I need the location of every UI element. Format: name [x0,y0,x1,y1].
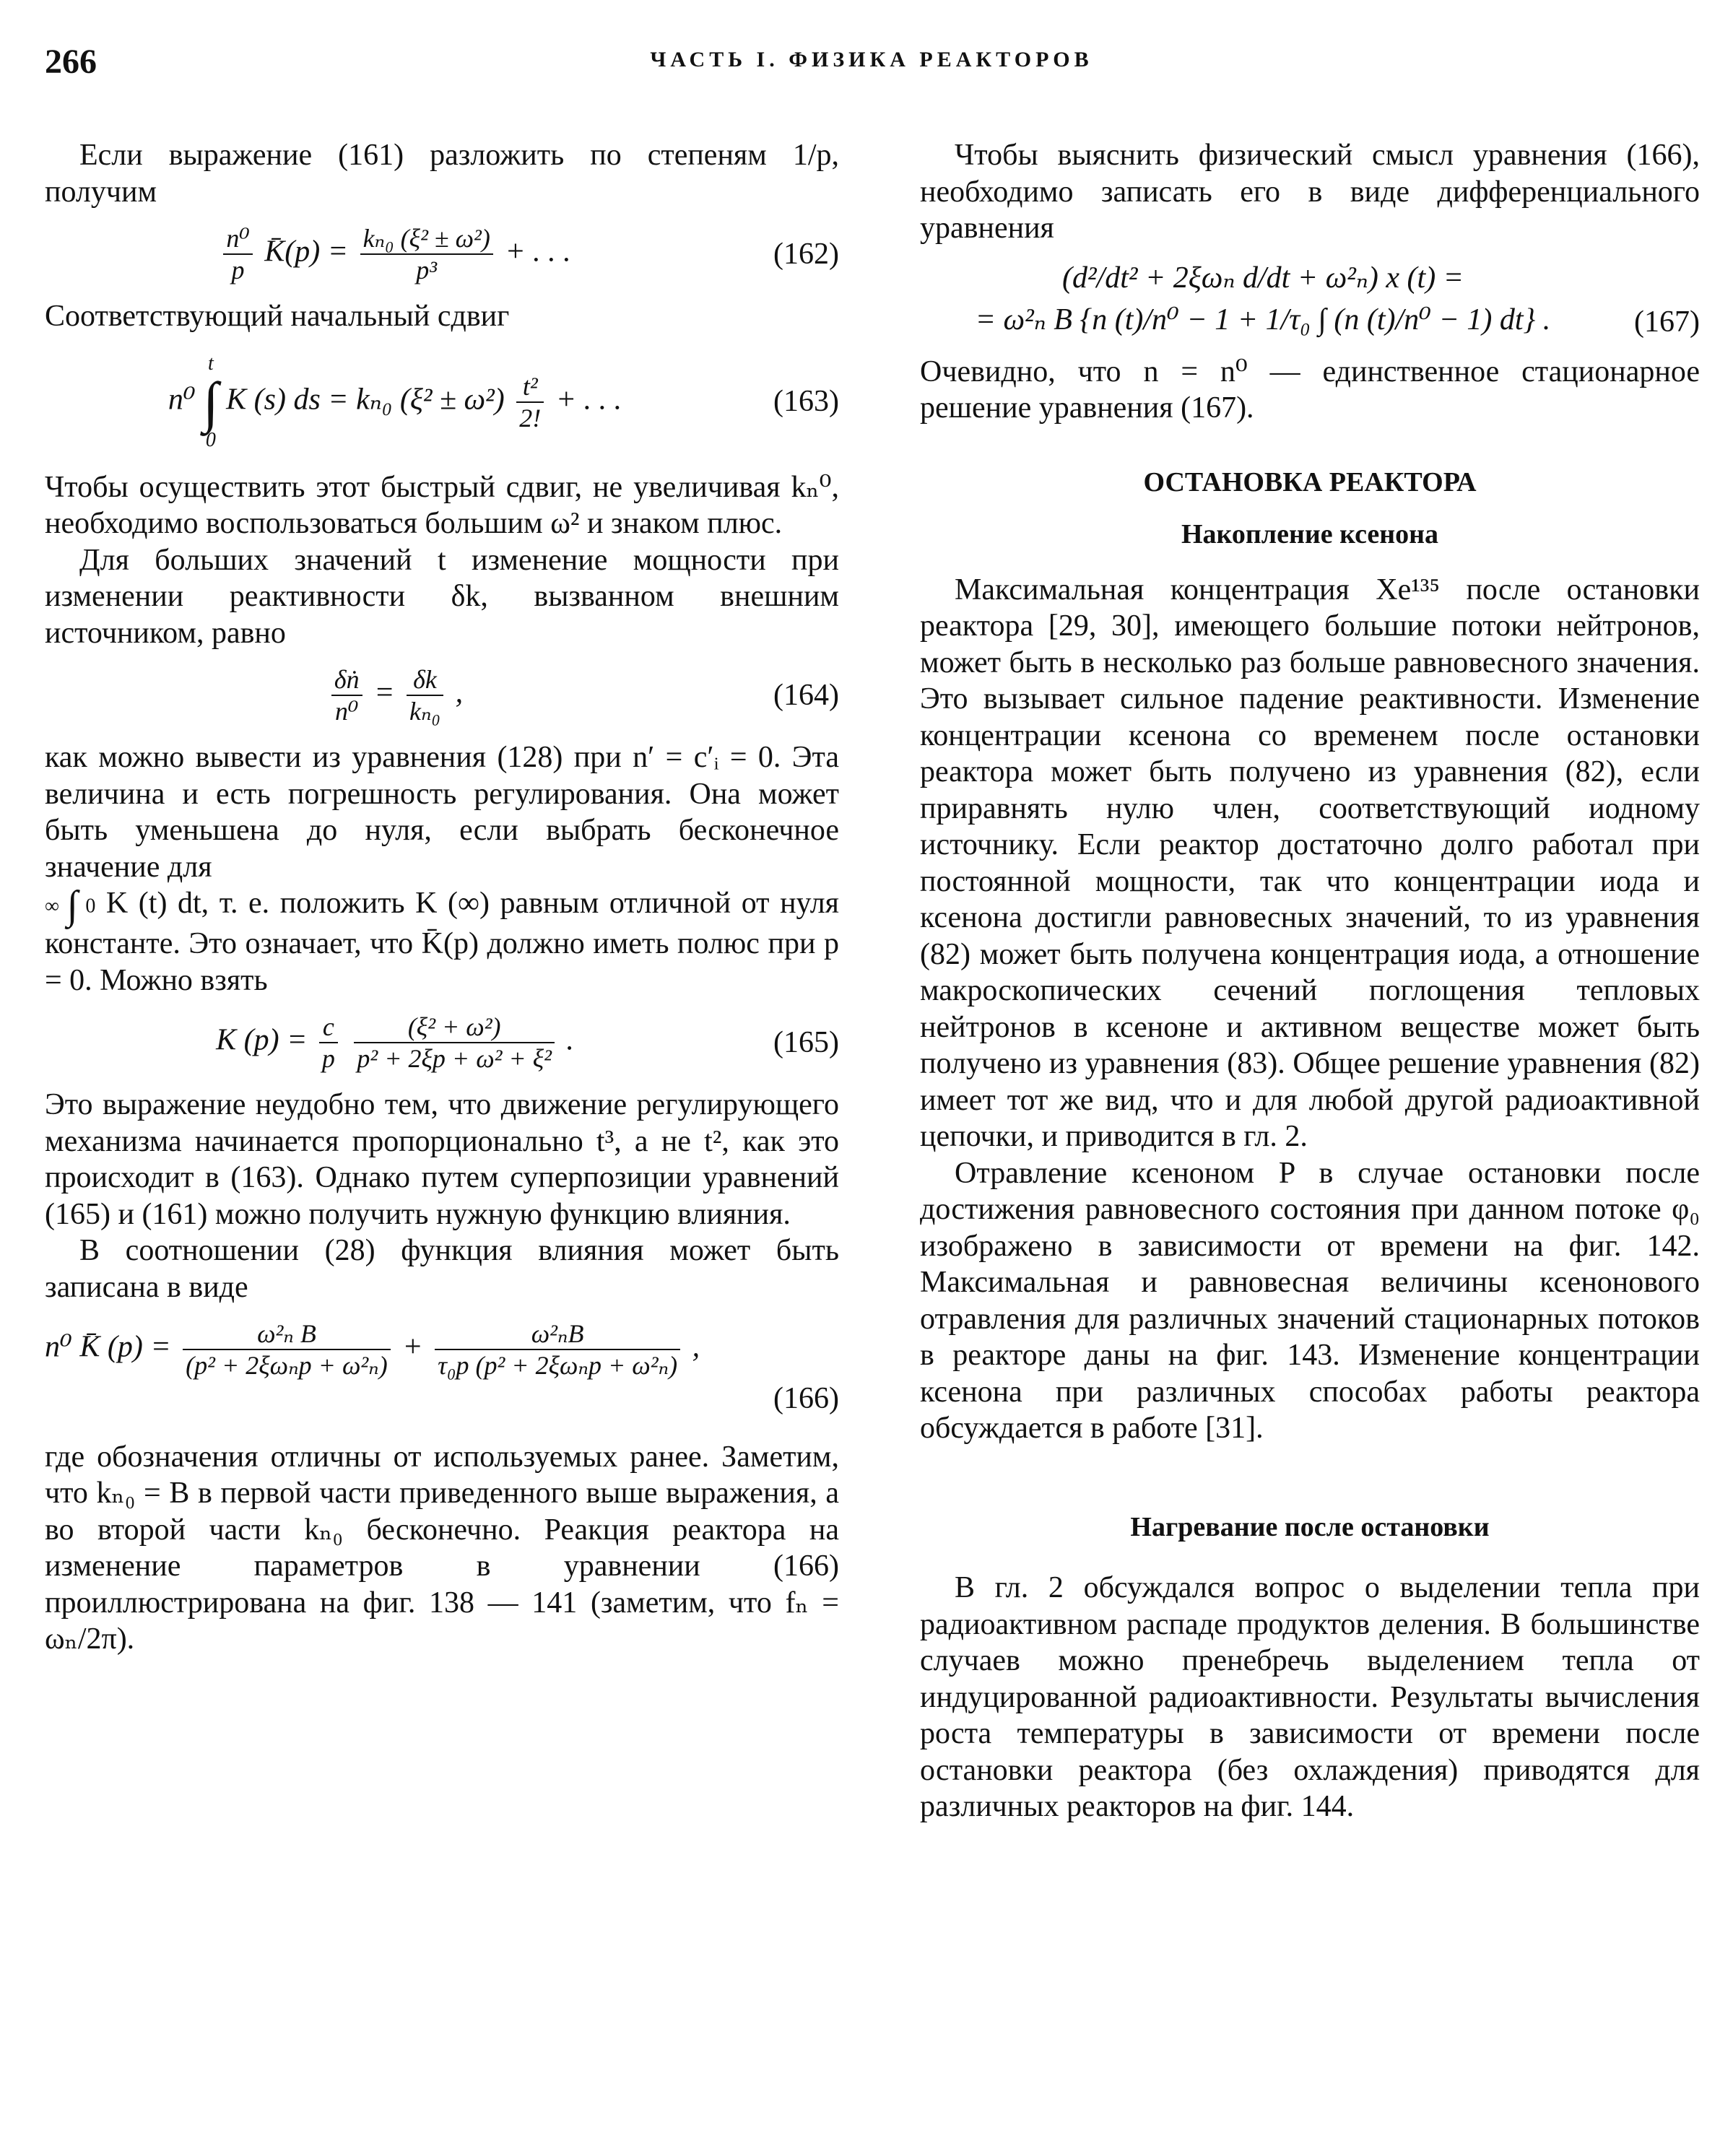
subsection-heading: Нагревание после остановки [1130,1511,1490,1542]
section-heading: ОСТАНОВКА РЕАКТОРА [1143,466,1477,497]
paragraph: Для больших значений t изменение мощности при изменении реактивности δk, вызванном внешним источником, равно [45,543,839,650]
equation-163 [45,354,839,451]
integral-lower-limit: 0 [85,895,96,918]
eq163-tail: + . . . [555,383,622,417]
equation-number: (164) [773,678,839,712]
paragraph: Чтобы выяснить физический смысл уравнения (166), необходимо записать его в виде дифференциального уравнения [920,139,1700,245]
eq162-lhs-num: n⁰ [223,223,252,255]
equation-166 [45,1318,839,1381]
paragraph: где обозначения отличны от используемых ранее. Заметим, что kₙ₀ = B в первой части приведенного выше выражения, а во второй части kₙ₀ бесконечно. Реакция реактора на изменение параметров в уравнении (166) проиллюстрирована на фиг. 138 — 141 (заметим, что fₙ = ωₙ/2π). [45,1440,839,1656]
eq164-n1: δṅ [331,664,362,696]
paragraph: Если выражение (161) разложить по степеням 1/p, получим [45,139,839,209]
page-number: 266 [45,43,97,81]
integral-sign: t ∫ 0 [203,352,219,451]
paragraph: Это выражение неудобно тем, что движение регулирующего механизма начинается пропорционально t³, а не t², как это происходит в (163). Однако путем суперпозиции уравнений (165) и (161) можно получить нужную функцию влияния. [45,1088,839,1231]
integral-lower-limit: 0 [205,428,216,451]
integral-sign: ∞ ∫ 0 [45,883,96,929]
eq167-line2: = ω²ₙ B {n (t)/n⁰ − 1 + 1/τ₀ ∫ (n (t)/n⁰ − 1) dt} . [975,303,1551,336]
eq162-tail: + . . . [505,235,571,269]
equation-164: $\frac{\text{δṅ}}{\text{n⁰}}$ = $\frac{\delta k}{\text{kₙ₀}}$ , (164) [45,664,839,726]
paragraph: Соответствующий начальный сдвиг [45,300,510,333]
integral-upper-limit: ∞ [45,895,59,918]
paragraph: Отравление ксеноном P в случае остановки после достижения равновесного состояния при данном потоке φ₀ изображено в зависимости от времени на фиг. 142. Максимальная и равновесная величины ксенонового отравления для различных значений стационарных потоков в реакторе даны на фиг. 143. Изменение концентрации ксенона при различных способах работы реактора обсуждается в работе [31]. [920,1156,1700,1445]
equation-number: (162) [773,237,839,271]
equation-number: (165) [773,1026,839,1060]
eq164-tail: , [455,676,464,710]
eq165-c-num: c [319,1012,338,1043]
eq166-d1: (p² + 2ξωₙp + ω²ₙ) [186,1351,388,1381]
left-column [45,137,839,1658]
equation-167 [920,257,1700,341]
eq165-den: p² + 2ξp + ω² + ξ² [357,1044,552,1074]
eq163-frac-num: t² [516,371,544,403]
eq164-n2: δk [407,664,443,696]
eq162-rhs-den: p³ [416,256,438,284]
eq166-n1: ω²ₙ B [183,1318,391,1350]
eq167-line1: (d²/dt² + 2ξωₙ d/dt + ω²ₙ) x (t) = [1061,261,1464,295]
equation-165 [45,1012,839,1074]
equation-166-number-row [45,1381,839,1417]
eq166-d2: τ₀p (p² + 2ξωₙp + ω²ₙ) [438,1351,678,1381]
paragraph: Чтобы осуществить этот быстрый сдвиг, не увеличивая kₙ⁰, необходимо воспользоваться большим ω² и знаком плюс. [45,470,839,540]
eq162-lhs-den: p [231,256,245,284]
equation-number: (166) [773,1382,839,1416]
paragraph-text: K (t) dt, т. е. положить K (∞) равным отличной от нуля константе. Это означает, что K̄(p) должно иметь полюс при p = 0. Можно взять [45,887,839,997]
eq165-tail: . [566,1024,574,1057]
eq164-d2: kₙ₀ [409,697,441,726]
running-title: ЧАСТЬ I. ФИЗИКА РЕАКТОРОВ [650,48,1093,71]
eq162-rhs-num: kₙ₀ (ξ² ± ω²) [360,223,493,255]
paragraph-continued [45,885,839,999]
eq166-n2: ω²ₙB [435,1318,680,1350]
paragraph: Очевидно, что n = n⁰ — единственное стационарное решение уравнения (167). [920,355,1700,425]
eq162-lhs: K̄(p) = [264,235,349,269]
paragraph: В гл. 2 обсуждался вопрос о выделении тепла при радиоактивном распаде продуктов деления. В большинстве случаев можно пренебречь выделением тепла от индуцированной радиоактивности. Результаты вычисления роста температуры в зависимости от времени после остановки реактора (без охлаждения) приводятся для различных реакторов на фиг. 144. [920,1571,1700,1823]
integral-upper-limit: t [208,352,214,375]
paragraph: Максимальная концентрация Xe¹³⁵ после остановки реактора [29, 30], имеющего большие потоки нейтронов, может быть в несколько раз больше равновесного значения. Это вызывает сильное падение реактивности. Изменение концентрации ксенона со временем после остановки реактора может быть получено из уравнения (82), если приравнять нулю член, соответствующий иодному источнику. Если реактор достаточно долго работал при постоянной мощности, так что концентрации иода и ксенона достигли равновесных значений, то из уравнения (82) может быть получена концентрация иода, а отношение макроскопических сечений поглощения тепловых нейтронов в ксеноне и активном веществе может быть получено из уравнения (83). Общее решение уравнения (82) имеет тот же вид, что и для любой другой радиоактивной цепочки, и приводится в гл. 2. [920,573,1700,1153]
right-column [920,137,1700,1825]
eq165-num: (ξ² + ω²) [354,1012,555,1043]
eq163-frac-den: 2! [519,403,542,432]
eq166-plus: + [402,1331,423,1364]
subsection-heading: Накопление ксенона [1181,519,1439,549]
equation-number: (167) [1634,305,1700,339]
eq164-d1: n⁰ [335,697,359,726]
page-header [45,42,1698,85]
equation-162 [45,223,839,285]
equation-number: (163) [773,385,839,419]
paragraph: В соотношении (28) функция влияния может быть записана в виде [45,1234,839,1304]
eq165-c-den: p [321,1044,335,1074]
eq166-lhs: n⁰ K̄ (p) = [45,1331,171,1364]
eq163-prefix: n⁰ [168,383,196,417]
eq163-body: K (s) ds = kₙ₀ (ξ² ± ω²) [226,383,505,417]
paragraph: как можно вывести из уравнения (128) при n′ = c′ᵢ = 0. Эта величина и есть погрешность регулирования. Она может быть уменьшена до нуля, если выбрать бесконечное значение для [45,741,839,884]
eq166-tail: , [692,1331,700,1364]
eq165-lhs: K (p) = [216,1024,308,1057]
